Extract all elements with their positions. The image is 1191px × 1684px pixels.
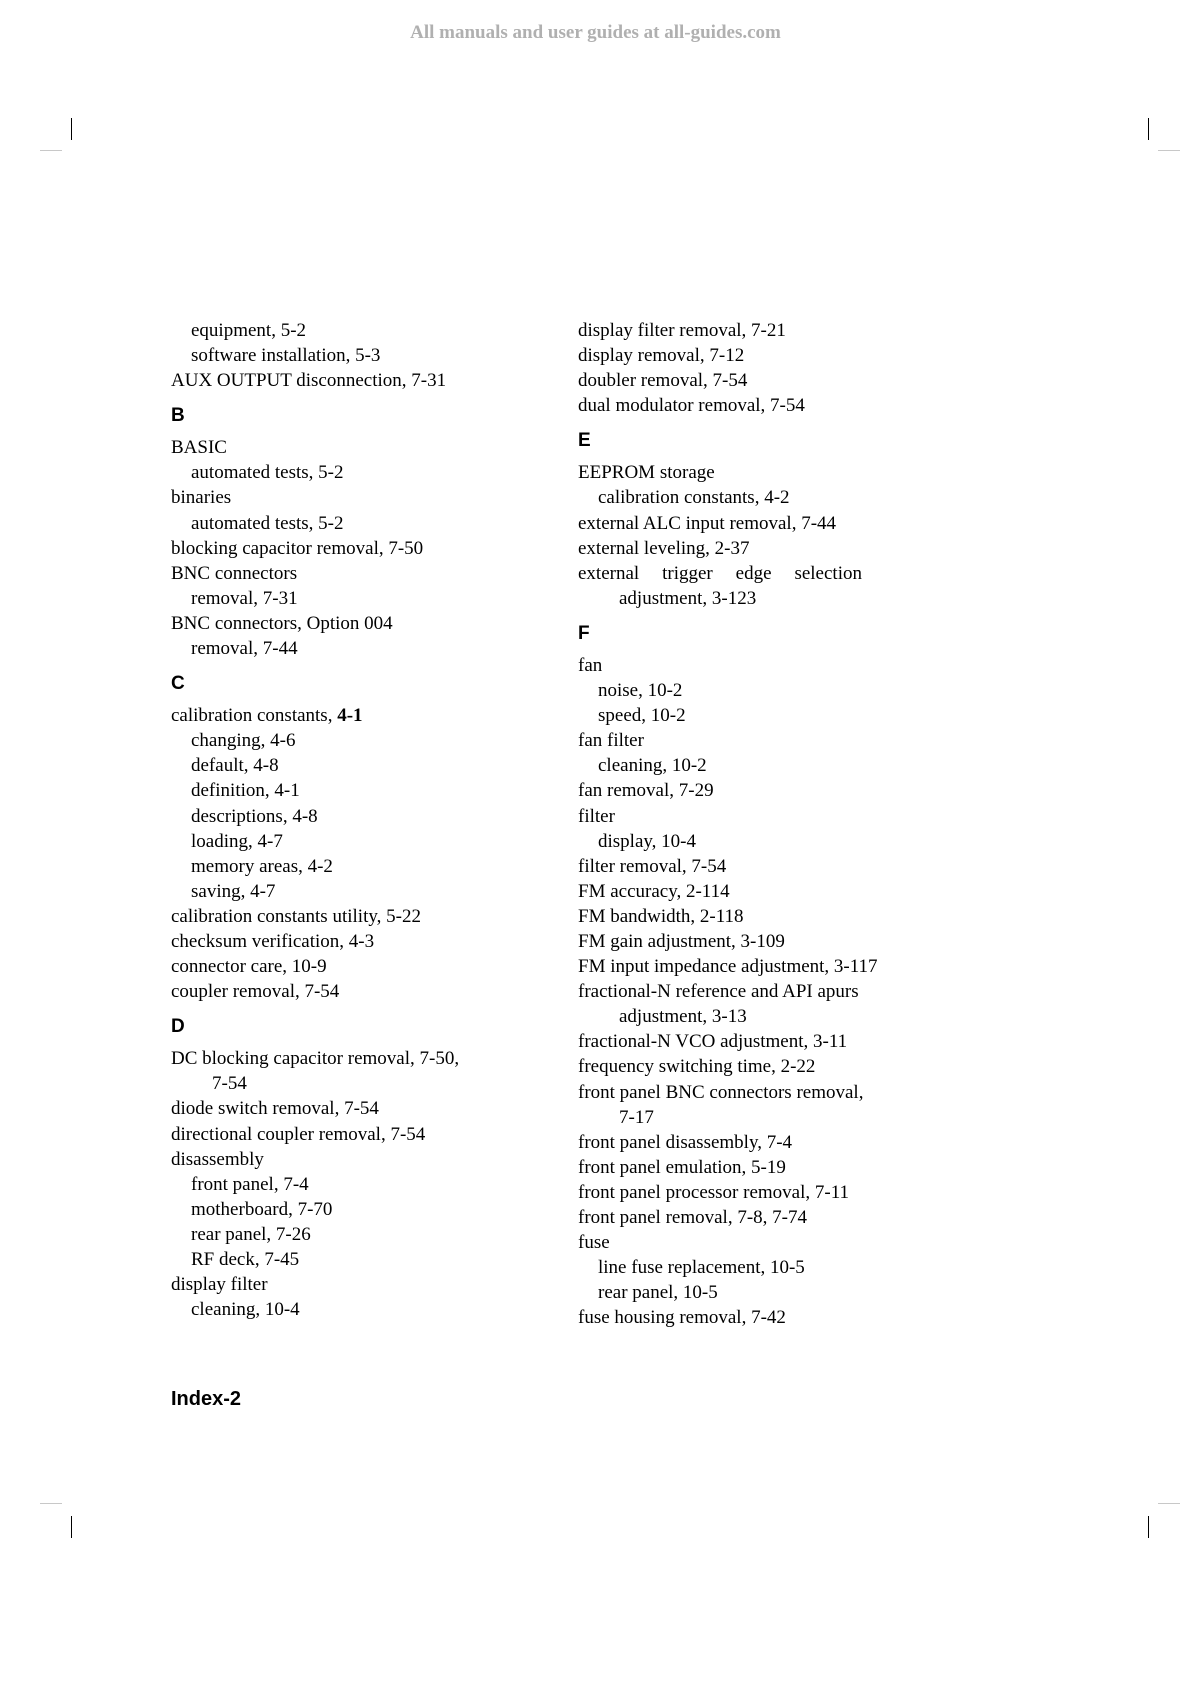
index-entry: frequency switching time, 2-22 — [578, 1056, 816, 1078]
index-entry: fan — [578, 654, 603, 676]
index-entry: front panel, 7-4 — [191, 1173, 309, 1195]
index-entry: coupler removal, 7-54 — [171, 981, 340, 1003]
index-entry: BNC connectors — [171, 562, 298, 584]
index-entry: saving, 4-7 — [191, 880, 276, 902]
index-entry: front panel emulation, 5-19 — [578, 1156, 786, 1178]
index-entry: automated tests, 5-2 — [191, 512, 344, 534]
index-entry-continuation: adjustment, 3-13 — [619, 1006, 747, 1028]
index-entry: calibration constants utility, 5-22 — [171, 905, 421, 927]
section-heading-f: F — [578, 622, 590, 644]
index-entry: changing, 4-6 — [191, 730, 296, 752]
index-entry: binaries — [171, 487, 232, 509]
index-entry: blocking capacitor removal, 7-50 — [171, 537, 424, 559]
index-entry: display filter removal, 7-21 — [578, 320, 786, 341]
index-entry: external ALC input removal, 7-44 — [578, 512, 837, 534]
index-entry — [171, 703, 551, 728]
index-entry: disassembly — [171, 1148, 264, 1170]
index-entry: fan filter — [578, 730, 644, 752]
index-entry: equipment, 5-2 — [191, 320, 307, 341]
index-entry: fan removal, 7-29 — [578, 780, 714, 802]
index-entry-continuation: 7-54 — [212, 1073, 247, 1095]
section-heading-e: E — [578, 430, 591, 452]
index-entry: FM bandwidth, 2-118 — [578, 905, 744, 927]
index-entry: motherboard, 7-70 — [191, 1198, 333, 1220]
index-entry: descriptions, 4-8 — [191, 805, 318, 827]
index-entry: speed, 10-2 — [598, 705, 686, 727]
index-entry: cleaning, 10-4 — [191, 1299, 300, 1321]
index-entry: calibration constants, 4-2 — [598, 487, 790, 509]
crop-mark-top-right-h — [1158, 150, 1180, 151]
crop-mark-top-left — [71, 118, 72, 140]
index-entry: cleaning, 10-2 — [598, 755, 707, 777]
index-entry: default, 4-8 — [191, 755, 279, 777]
index-entry: AUX OUTPUT disconnection, 7-31 — [171, 370, 447, 392]
crop-mark-top-right — [1148, 118, 1149, 140]
index-entry-text: calibration constants, — [171, 705, 338, 727]
index-entry: EEPROM storage — [578, 462, 715, 484]
index-entry: FM accuracy, 2-114 — [578, 880, 730, 902]
index-entry: display filter — [171, 1274, 268, 1296]
index-entry: connector care, 10-9 — [171, 956, 327, 978]
index-entry: RF deck, 7-45 — [191, 1249, 300, 1270]
index-entry: fuse housing removal, 7-42 — [578, 1307, 786, 1329]
index-entry: external leveling, 2-37 — [578, 537, 750, 559]
index-column-right — [578, 318, 978, 1330]
index-entry-continuation: adjustment, 3-123 — [619, 587, 757, 609]
crop-mark-bottom-right-h — [1158, 1503, 1180, 1504]
index-entry: DC blocking capacitor removal, 7-50, — [171, 1048, 460, 1070]
page-number-footer: Index-2 — [171, 1388, 242, 1410]
index-entry: FM input impedance adjustment, 3-117 — [578, 956, 878, 978]
index-entry: fuse — [578, 1232, 610, 1254]
index-entry: rear panel, 7-26 — [191, 1223, 311, 1245]
index-entry: directional coupler removal, 7-54 — [171, 1123, 426, 1145]
index-entry: fractional-N reference and API apurs — [578, 981, 859, 1003]
section-heading-c: C — [171, 673, 185, 695]
index-entry: BNC connectors, Option 004 — [171, 612, 393, 634]
index-entry: software installation, 5-3 — [191, 345, 381, 367]
index-entry: rear panel, 10-5 — [598, 1282, 718, 1304]
section-heading-d: D — [171, 1016, 185, 1038]
index-entry-continuation: 7-17 — [619, 1106, 654, 1128]
index-entry: BASIC — [171, 437, 227, 459]
index-entry-justified — [578, 561, 862, 586]
index-entry: diode switch removal, 7-54 — [171, 1098, 379, 1120]
index-entry: front panel BNC connectors removal, — [578, 1081, 864, 1103]
index-entry: noise, 10-2 — [598, 680, 683, 702]
watermark: All manuals and user guides at all-guides.com — [410, 22, 781, 43]
index-entry: FM gain adjustment, 3-109 — [578, 930, 785, 952]
crop-mark-bottom-left — [71, 1516, 72, 1538]
index-entry: memory areas, 4-2 — [191, 855, 333, 877]
index-entry: removal, 7-31 — [191, 587, 298, 609]
index-entry: display, 10-4 — [598, 830, 696, 852]
crop-mark-top-left-h — [40, 150, 62, 151]
index-word: selection — [794, 562, 862, 584]
index-entry: checksum verification, 4-3 — [171, 930, 375, 952]
index-column-left — [171, 318, 551, 1322]
index-entry: front panel disassembly, 7-4 — [578, 1131, 793, 1153]
index-word: external — [578, 562, 640, 584]
index-entry: removal, 7-44 — [191, 638, 298, 660]
index-entry: fractional-N VCO adjustment, 3-11 — [578, 1031, 848, 1053]
index-entry: front panel removal, 7-8, 7-74 — [578, 1207, 807, 1228]
index-entry: front panel processor removal, 7-11 — [578, 1181, 850, 1203]
index-entry: filter removal, 7-54 — [578, 855, 727, 877]
crop-mark-bottom-left-h — [40, 1503, 62, 1504]
crop-mark-bottom-right — [1148, 1516, 1149, 1538]
index-entry: display removal, 7-12 — [578, 345, 745, 367]
section-heading-b: B — [171, 405, 185, 427]
index-entry: doubler removal, 7-54 — [578, 370, 748, 392]
index-entry: loading, 4-7 — [191, 830, 283, 852]
index-entry: dual modulator removal, 7-54 — [578, 395, 805, 417]
index-entry: filter — [578, 805, 615, 827]
index-entry: line fuse replacement, 10-5 — [598, 1257, 805, 1279]
index-entry: automated tests, 5-2 — [191, 462, 344, 484]
index-word: trigger — [662, 562, 713, 584]
index-entry: definition, 4-1 — [191, 780, 300, 802]
index-word: edge — [735, 562, 772, 584]
index-entry-page-bold: 4-1 — [337, 705, 363, 727]
